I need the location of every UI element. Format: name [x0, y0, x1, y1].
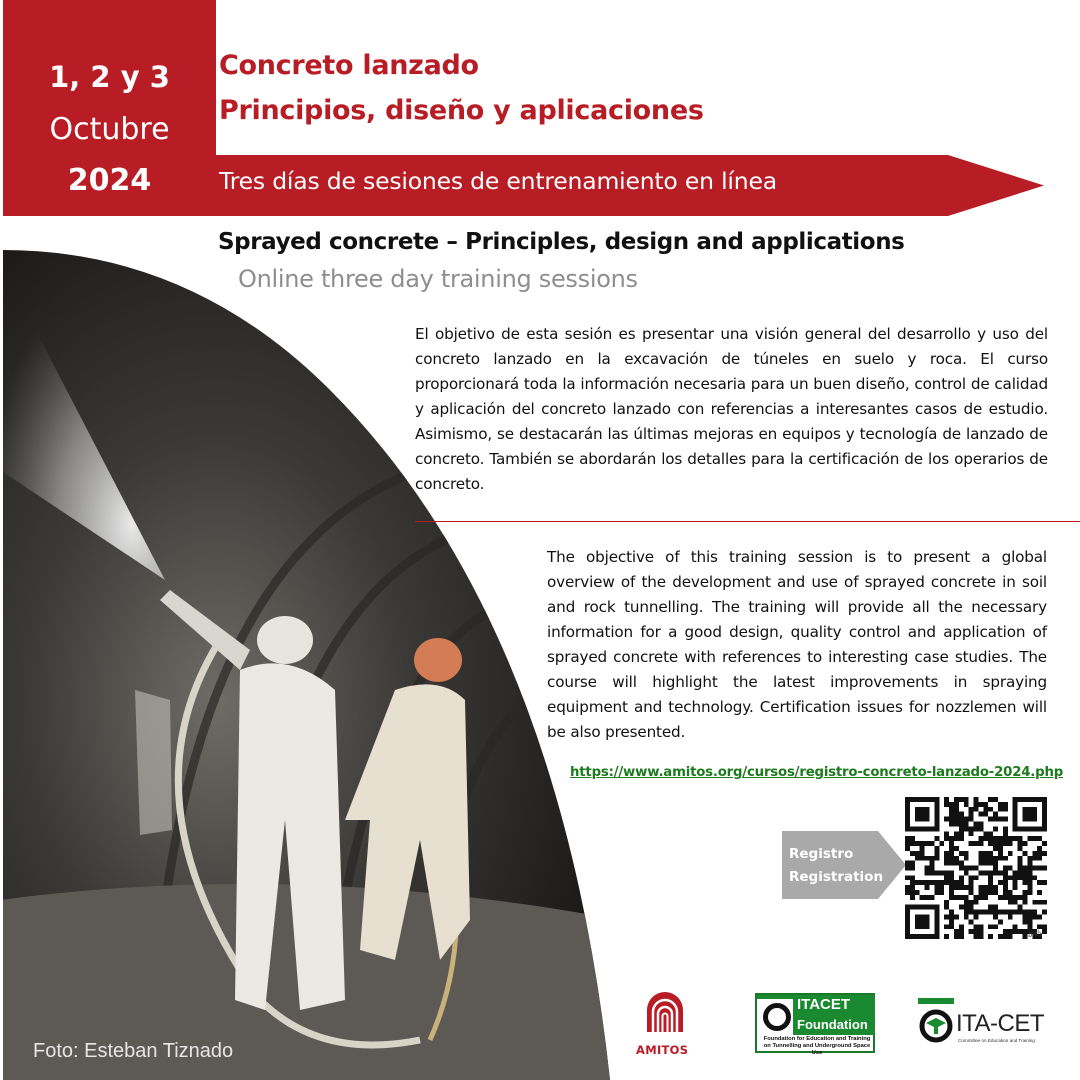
date-block [3, 0, 216, 216]
subtitle-es: Tres días de sesiones de entrenamiento en línea [219, 167, 777, 195]
registration-arrow [782, 831, 906, 899]
qr-caption: bitly [1027, 928, 1044, 940]
ita-cet-fine-print: Committee on Education and Training [958, 1038, 1035, 1043]
registration-qr-code[interactable] [905, 797, 1047, 939]
event-days: 1, 2 y 3 [49, 60, 170, 94]
description-es: El objetivo de esta sesión es presentar una visión general del desarrollo y uso del concreto lanzado en la excavación de túneles en suelo y roca. El curso proporcionará toda la información necesaria para un buen diseño, control de calidad y aplicación del concreto lanzado con referencias a interesantes casos de estudio. Asimismo, se destacarán las últimas mejoras en equipos y tecnología de lanzado de concreto. También se abordarán los detalles para la certificación de los operarios de concreto. [415, 325, 1048, 493]
amitos-name: AMITOS [636, 1043, 689, 1057]
title-es-line1: Concreto lanzado [219, 50, 479, 81]
event-year: 2024 [67, 163, 152, 198]
section-divider [415, 521, 1080, 522]
registration-label-es: Registro [789, 846, 854, 862]
itacet-foundation-logo [755, 993, 875, 1056]
photo-credit: Foto: Esteban Tiznado [33, 1040, 234, 1062]
itacet-fine-print: Foundation for Education and Training on Tunnelling and Underground Space Use [763, 1036, 871, 1056]
ita-cet-name: ITA-CET [956, 1010, 1045, 1037]
description-en: The objective of this training session is to present a global overview of the development and use of sprayed concrete in soil and rock tunnelling. The training will provide all the necessary information for a good design, quality control and application of sprayed concrete with references to interesting case studies. The course will highlight the latest improvements in spraying equipment and technology. Certification issues for nozzlemen will be also presented. [547, 548, 1047, 741]
itacet-ring-icon [763, 1003, 791, 1031]
registration-link[interactable]: https://www.amitos.org/cursos/registro-concreto-lanzado-2024.php [570, 765, 1064, 780]
itacet-name-line1: ITACET [797, 996, 851, 1013]
itacet-bar [757, 995, 793, 999]
subtitle-en: Online three day training sessions [238, 265, 638, 293]
amitos-logo [641, 988, 689, 1036]
title-en: Sprayed concrete – Principles, design and applications [218, 229, 905, 255]
registration-label-en: Registration [789, 869, 884, 885]
title-es-line2: Principios, diseño y aplicaciones [219, 95, 704, 126]
itacet-name-line2: Foundation [797, 1017, 868, 1032]
event-month: Octubre [49, 112, 170, 147]
